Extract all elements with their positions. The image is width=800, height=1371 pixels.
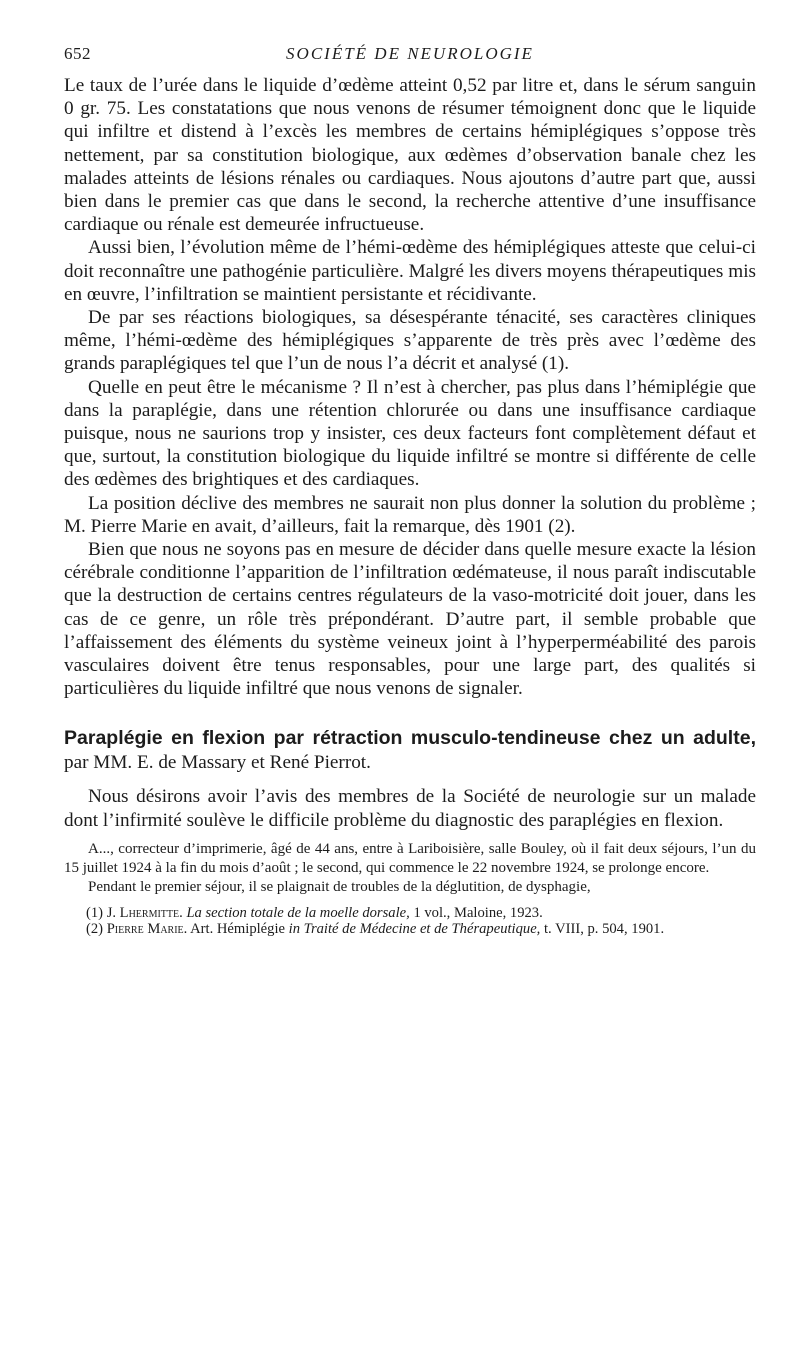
section-authors: par MM. E. de Massary et René Pierrot.: [64, 752, 371, 774]
running-title: SOCIÉTÉ DE NEUROLOGIE: [286, 44, 534, 63]
section-intro: Nous désirons avoir l’avis des membres de la Société de neurologie sur un malade dont l’infirmité soulève le difficile problème du diagnostic des paraplégies en flexion.: [64, 786, 756, 831]
section-title: Paraplégie en flexion par rétraction musculo-tendineuse chez un adulte,: [64, 727, 756, 750]
footnote-author: Pierre Marie.: [106, 920, 188, 937]
footnote: [64, 921, 756, 937]
section-heading: [64, 726, 756, 775]
body-text: [64, 74, 756, 700]
footnote-title: La section totale de la moelle dorsale,: [186, 904, 410, 921]
paragraph: Aussi bien, l’évolution même de l’hémi-œdème des hémiplégiques atteste que celui-ci doit reconnaître une pathogénie particulière. Malgré les divers moyens thérapeutiques mis en œuvre, l’infiltration se maintient persistante et récidivante.: [64, 237, 756, 305]
paragraph: Quelle en peut être le mécanisme ? Il n’est à chercher, pas plus dans l’hémiplégie que dans la paraplégie, dans une rétention chlorurée ou dans une insuffisance cardiaque puisque, nous ne saurions trop y insister, ces deux facteurs font complètement défaut et que, surtout, la constitution biologique du liquide infiltré se montre si différente de celle des œdèmes des brightiques et des cardiaques.: [64, 376, 756, 491]
footnotes: [64, 905, 756, 937]
page-number: 652: [64, 44, 91, 63]
case-paragraph: A..., correcteur d’imprimerie, âgé de 44 ans, entre à Lariboisière, salle Bouley, où il fait deux séjours, l’un du 15 juillet 1924 à la fin du mois d’août ; le second, qui commence le 22 novembre 1924, se prolonge encore.: [64, 840, 756, 876]
section: [64, 726, 756, 896]
case-paragraph: Pendant le premier séjour, il se plaignait de troubles de la déglutition, de dysphagie,: [88, 878, 591, 895]
footnote-author: J. Lhermitte.: [106, 904, 183, 921]
paragraph: La position déclive des membres ne saurait non plus donner la solution du problème ; M. Pierre Marie en avait, d’ailleurs, fait la remarque, dès 1901 (2).: [64, 492, 756, 537]
footnote-marker: (1): [86, 904, 104, 921]
footnote-rest: 1 vol., Maloine, 1923.: [413, 904, 543, 921]
paragraph: Le taux de l’urée dans le liquide d’œdème atteint 0,52 par litre et, dans le sérum sanguin 0 gr. 75. Les constatations que nous venons de résumer témoignent donc que le liquide qui infiltre et distend à l’excès les membres de certains hémiplégiques s’oppose très nettement, par sa constitution biologique, aux œdèmes d’observation banale chez les malades atteints de lésions rénales ou cardiaques. Nous ajoutons d’autre part que, aussi bien dans le premier cas que dans le second, la recherche attentive d’une insuffisance cardiaque ou rénale est demeurée infructueuse.: [64, 75, 756, 236]
paragraph: De par ses réactions biologiques, sa désespérante ténacité, ses caractères cliniques même, l’hémi-œdème des hémiplégiques s’apparente de très près avec l’œdème des grands paraplégiques tel que l’un de nous l’a décrit et analysé (1).: [64, 307, 756, 375]
footnote: [64, 905, 756, 921]
footnote-rest: t. VIII, p. 504, 1901.: [543, 920, 665, 937]
page-header: [64, 40, 756, 74]
page: [64, 40, 756, 937]
case-report: [64, 840, 756, 897]
paragraph: Bien que nous ne soyons pas en mesure de décider dans quelle mesure exacte la lésion cérébrale conditionne l’apparition de l’infiltration œdémateuse, il nous paraît indiscutable que la destruction de certains centres régulateurs de la vaso-motricité doit jouer, dans les cas de ce genre, un rôle très prépondérant. D’autre part, il semble probable que l’affaissement des éléments du système veineux joint à l’hyperperméabilité des parois vasculaires doivent être tenus responsables, pour une large part, des qualités si particulières du liquide infiltré que nous venons de signaler.: [64, 539, 756, 700]
footnote-marker: (2): [86, 920, 104, 937]
footnote-title: in Traité de Médecine et de Thérapeutique,: [288, 920, 541, 937]
footnote-prefix: Art. Hémiplégie: [190, 920, 285, 937]
